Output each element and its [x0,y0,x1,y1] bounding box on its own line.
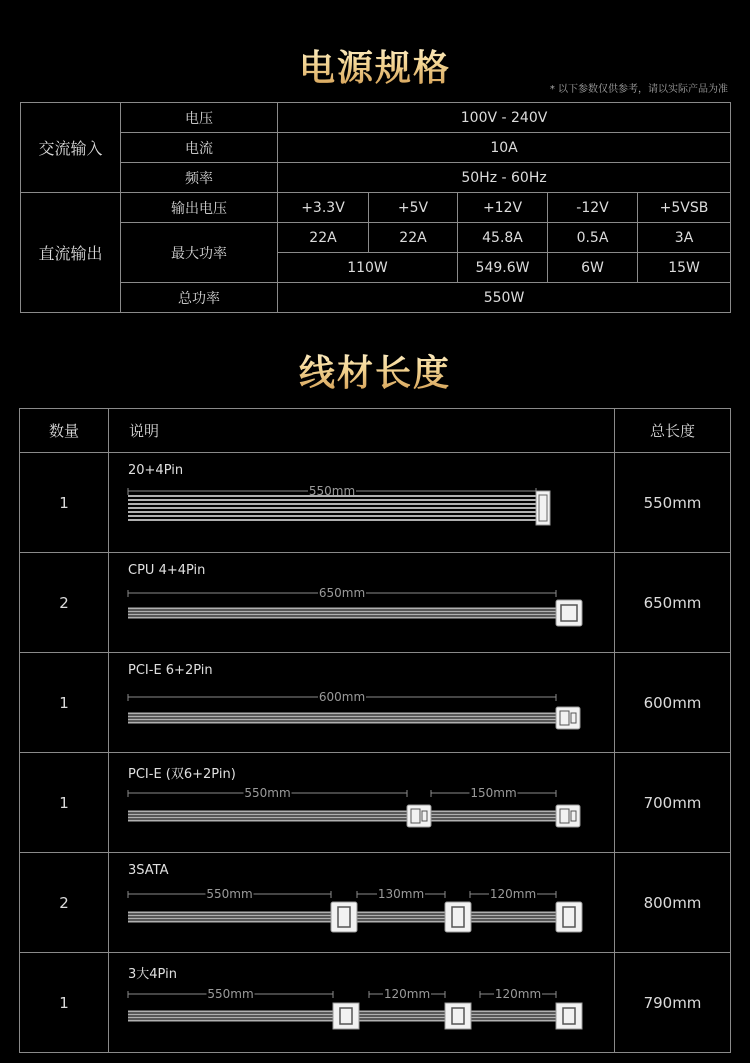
sata-connector-icon [445,902,471,932]
cable-row [20,453,731,553]
cable-total-length: 600mm [615,653,731,753]
cable-drawing [109,653,614,752]
cable-total-length: 550mm [615,453,731,553]
desc-header: 说明 [109,409,615,453]
pcie-connector-icon [556,707,580,729]
rail-cell: +3.3V [278,193,369,223]
segment-length-label: 650mm [318,586,366,600]
rail-cell: -12V [548,193,638,223]
cable-qty: 1 [20,653,109,753]
cable-total-length: 700mm [615,753,731,853]
voltage-value: 100V - 240V [278,103,731,133]
cable-title: 线材长度 [0,345,750,396]
eps-connector-icon [556,600,582,626]
pcie-connector-icon [556,805,580,827]
power-3v3-5v: 110W [278,253,458,283]
cable-row [20,753,731,853]
spec-table [20,102,731,313]
cable-total-length: 800mm [615,853,731,953]
rail-cell: +12V [458,193,548,223]
atx-connector-icon [536,491,550,525]
cable-table [19,408,731,1053]
cable-desc [109,853,615,953]
rail-current-cell: 22A [369,223,458,253]
pcie-connector-icon [407,805,431,827]
segment-length-label: 550mm [206,887,253,901]
rail-cell: +5V [369,193,458,223]
cable-qty: 1 [20,453,109,553]
cable-name: 20+4Pin [128,463,184,478]
voltage-label: 电压 [121,103,278,133]
cable-desc [109,453,615,553]
max-power-label: 最大功率 [121,223,278,283]
dc-output-group: 直流输出 [21,193,121,313]
cable-drawing [109,753,614,852]
segment-length-label: 120mm [494,987,542,1001]
rail-cell: +5VSB [638,193,731,223]
total-power-value: 550W [278,283,731,313]
total-power-label: 总功率 [121,283,278,313]
molex-connector-icon [556,1003,582,1029]
cable-qty: 1 [20,953,109,1053]
cable-row [20,853,731,953]
segment-length-label: 600mm [318,690,366,704]
output-voltage-label: 输出电压 [121,193,278,223]
cable-qty: 2 [20,853,109,953]
cable-name: PCI-E 6+2Pin [128,663,213,678]
cable-total-length: 790mm [615,953,731,1053]
ac-input-group: 交流输入 [21,103,121,193]
power-5vsb: 15W [638,253,731,283]
cable-drawing [109,853,614,952]
cable-name: PCI-E (双6+2Pin) [128,767,236,782]
rail-current-cell: 3A [638,223,731,253]
cable-drawing [109,553,614,652]
rail-current-cell: 0.5A [548,223,638,253]
segment-length-label: 550mm [308,484,356,498]
cable-desc [109,753,615,853]
cable-desc [109,953,615,1053]
segment-length-label: 550mm [244,786,291,800]
cable-total-length: 650mm [615,553,731,653]
cable-row [20,653,731,753]
cable-drawing [109,953,614,1052]
cable-row [20,553,731,653]
cable-qty: 1 [20,753,109,853]
power-minus12v: 6W [548,253,638,283]
rail-current-cell: 22A [278,223,369,253]
cable-name: CPU 4+4Pin [128,563,206,578]
cable-name: 3SATA [128,863,169,878]
segment-length-label: 150mm [470,786,517,800]
cable-drawing [109,453,614,552]
power-12v: 549.6W [458,253,548,283]
current-value: 10A [278,133,731,163]
cable-desc [109,653,615,753]
segment-length-label: 130mm [377,887,425,901]
segment-length-label: 120mm [383,987,431,1001]
cable-qty: 2 [20,553,109,653]
cable-name: 3大4Pin [128,967,177,982]
disclaimer-note: * 以下参数仅供参考，请以实际产品为准 [549,84,728,95]
length-header: 总长度 [615,409,731,453]
cable-desc [109,553,615,653]
molex-connector-icon [333,1003,359,1029]
segment-length-label: 550mm [207,987,254,1001]
cable-row [20,953,731,1053]
sata-connector-icon [331,902,357,932]
frequency-value: 50Hz - 60Hz [278,163,731,193]
qty-header: 数量 [20,409,109,453]
current-label: 电流 [121,133,278,163]
spec-title: 电源规格 [0,40,750,91]
frequency-label: 频率 [121,163,278,193]
molex-connector-icon [445,1003,471,1029]
rail-current-cell: 45.8A [458,223,548,253]
segment-length-label: 120mm [489,887,537,901]
sata-connector-icon [556,902,582,932]
